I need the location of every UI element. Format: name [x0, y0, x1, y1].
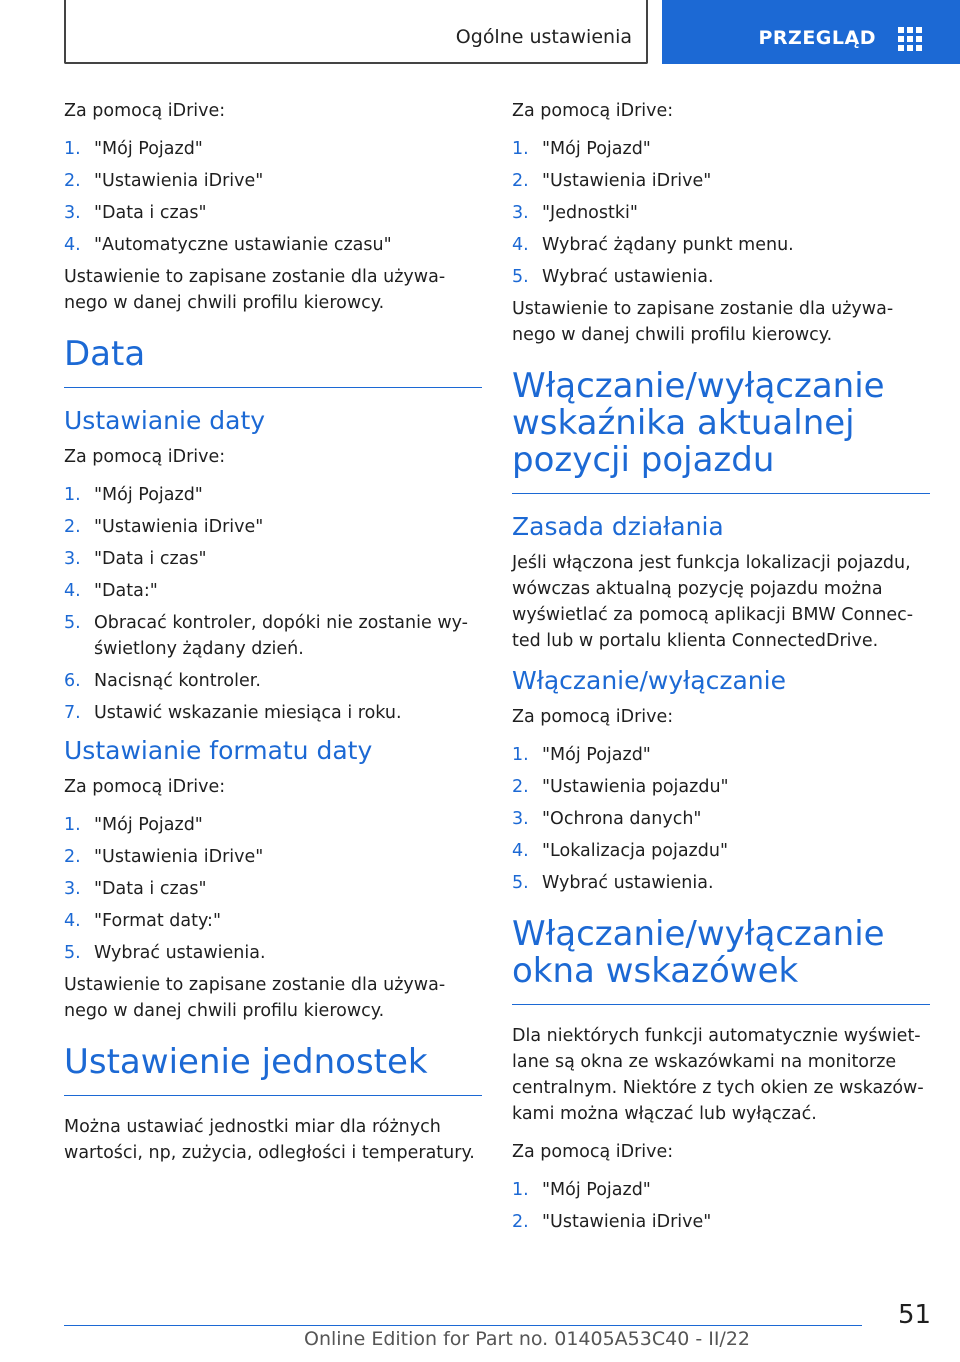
footer-divider [64, 1325, 862, 1326]
step-number: 7. [64, 703, 81, 723]
heading-data: Data [64, 336, 482, 388]
overview-nav-button[interactable] [662, 0, 960, 64]
heading-zasada: Zasada działania [512, 512, 724, 541]
list-item [64, 200, 482, 226]
step-number: 2. [64, 171, 81, 191]
steps-list [512, 742, 930, 896]
list-item [512, 264, 930, 290]
step-text: "Ustawienia pojazdu" [542, 777, 729, 797]
list-item [64, 700, 482, 726]
steps-list [512, 1177, 930, 1235]
step-number: 2. [64, 847, 81, 867]
right-column [512, 98, 930, 1241]
step-number: 3. [64, 549, 81, 569]
step-text: "Mój Pojazd" [94, 485, 203, 505]
list-item [64, 812, 482, 838]
step-number: 1. [64, 485, 81, 505]
list-item [512, 168, 930, 194]
step-number: 5. [64, 943, 81, 963]
step-number: 3. [512, 203, 529, 223]
step-text: Wybrać ustawienia. [542, 267, 714, 287]
note-text: Ustawienie to zapisane zostanie dla używa-nego w danej chwili profilu kierowcy. [512, 299, 894, 345]
step-number: 6. [64, 671, 81, 691]
note-text: Ustawienie to zapisane zostanie dla używa-nego w danej chwili profilu kierowcy. [64, 267, 446, 313]
grid-icon [898, 27, 922, 51]
step-number: 1. [64, 139, 81, 159]
list-item [512, 806, 930, 832]
step-text: "Mój Pojazd" [542, 139, 651, 159]
list-item [64, 232, 482, 258]
step-number: 5. [512, 267, 529, 287]
list-item [512, 200, 930, 226]
step-number: 4. [512, 235, 529, 255]
list-item [64, 908, 482, 934]
list-item [512, 742, 930, 768]
step-number: 3. [64, 879, 81, 899]
zasada-text: Jeśli włączona jest funkcja lokalizacji pojazdu, wówczas aktualną pozycję pojazdu można wyświetlać za pomocą aplikacji BMW Connec-ted lub w portalu klienta ConnectedDrive. [512, 553, 914, 651]
step-text: "Mój Pojazd" [94, 815, 203, 835]
step-text: "Mój Pojazd" [94, 139, 203, 159]
list-item [64, 668, 482, 694]
step-number: 4. [512, 841, 529, 861]
left-column [64, 98, 482, 1178]
intro-text: Za pomocą iDrive: [512, 1142, 674, 1162]
section-title: Ogólne ustawienia [455, 26, 632, 48]
list-item [512, 136, 930, 162]
step-text: Wybrać ustawienia. [542, 873, 714, 893]
step-text: "Jednostki" [542, 203, 638, 223]
step-number: 1. [512, 1180, 529, 1200]
step-number: 3. [512, 809, 529, 829]
list-item [64, 168, 482, 194]
step-text: "Ustawienia iDrive" [542, 1212, 712, 1232]
heading-wlaczanie: Włączanie/wyłączanie [512, 666, 786, 695]
heading-jednostek: Ustawienie jednostek [64, 1044, 482, 1096]
step-number: 3. [64, 203, 81, 223]
step-text: "Ustawienia iDrive" [542, 171, 712, 191]
steps-list [64, 482, 482, 726]
step-text: "Data:" [94, 581, 158, 601]
step-text: Nacisnąć kontroler. [94, 671, 261, 691]
step-number: 2. [512, 171, 529, 191]
steps-list [64, 812, 482, 966]
step-text: Wybrać żądany punkt menu. [542, 235, 794, 255]
step-number: 1. [512, 745, 529, 765]
step-text: "Mój Pojazd" [542, 745, 651, 765]
heading-okna: Włączanie/wyłączanie okna wskazówek [512, 916, 930, 1005]
step-text: "Ustawienia iDrive" [94, 517, 264, 537]
step-text: "Mój Pojazd" [542, 1180, 651, 1200]
list-item [512, 870, 930, 896]
list-item [512, 838, 930, 864]
page-number: 51 [898, 1300, 932, 1330]
step-number: 1. [64, 815, 81, 835]
step-text: "Ustawienia iDrive" [94, 847, 264, 867]
intro-text: Za pomocą iDrive: [512, 101, 674, 121]
step-number: 5. [512, 873, 529, 893]
list-item [512, 232, 930, 258]
list-item [512, 1177, 930, 1203]
footer-edition: Online Edition for Part no. 01405A53C40 - II/22 [304, 1328, 751, 1350]
jednostki-text: Można ustawiać jednostki miar dla różnych wartości, np, zużycia, odległości i temperatury. [64, 1117, 475, 1163]
list-item [64, 482, 482, 508]
step-text: "Data i czas" [94, 549, 207, 569]
intro-text: Za pomocą iDrive: [64, 101, 226, 121]
step-text: "Format daty:" [94, 911, 222, 931]
step-text: "Data i czas" [94, 879, 207, 899]
step-text: "Automatyczne ustawianie czasu" [94, 235, 392, 255]
okna-text: Dla niektórych funkcji automatycznie wyświet-lane są okna ze wskazówkami na monitorze centralnym. Niektóre z tych okien ze wskazów-kami można włączać lub wyłączać. [512, 1026, 924, 1124]
section-tab [64, 0, 648, 64]
note-text: Ustawienie to zapisane zostanie dla używa-nego w danej chwili profilu kierowcy. [64, 975, 446, 1021]
list-item [64, 514, 482, 540]
step-text: "Data i czas" [94, 203, 207, 223]
steps-list [64, 136, 482, 258]
step-text: "Ustawienia iDrive" [94, 171, 264, 191]
step-number: 1. [512, 139, 529, 159]
heading-pozycji: Włączanie/wyłączanie wskaźnika aktualnej pozycji pojazdu [512, 368, 930, 494]
list-item [64, 546, 482, 572]
list-item [64, 844, 482, 870]
step-number: 2. [512, 777, 529, 797]
list-item [64, 136, 482, 162]
list-item [64, 876, 482, 902]
intro-text: Za pomocą iDrive: [64, 447, 226, 467]
list-item [64, 578, 482, 604]
step-number: 4. [64, 911, 81, 931]
overview-nav-label: PRZEGLĄD [758, 27, 876, 49]
list-item [512, 1209, 930, 1235]
step-number: 2. [512, 1212, 529, 1232]
intro-text: Za pomocą iDrive: [512, 707, 674, 727]
step-text: Ustawić wskazanie miesiąca i roku. [94, 703, 402, 723]
step-text: "Ochrona danych" [542, 809, 702, 829]
step-text: "Lokalizacja pojazdu" [542, 841, 728, 861]
step-number: 4. [64, 235, 81, 255]
heading-ustawianie-daty: Ustawianie daty [64, 406, 266, 435]
list-item [64, 610, 482, 662]
step-text: Wybrać ustawienia. [94, 943, 266, 963]
list-item [512, 774, 930, 800]
steps-list [512, 136, 930, 290]
list-item [64, 940, 482, 966]
heading-format-daty: Ustawianie formatu daty [64, 736, 373, 765]
intro-text: Za pomocą iDrive: [64, 777, 226, 797]
step-number: 2. [64, 517, 81, 537]
step-number: 5. [64, 613, 81, 633]
step-text: Obracać kontroler, dopóki nie zostanie wy-świetlony żądany dzień. [94, 613, 468, 659]
step-number: 4. [64, 581, 81, 601]
